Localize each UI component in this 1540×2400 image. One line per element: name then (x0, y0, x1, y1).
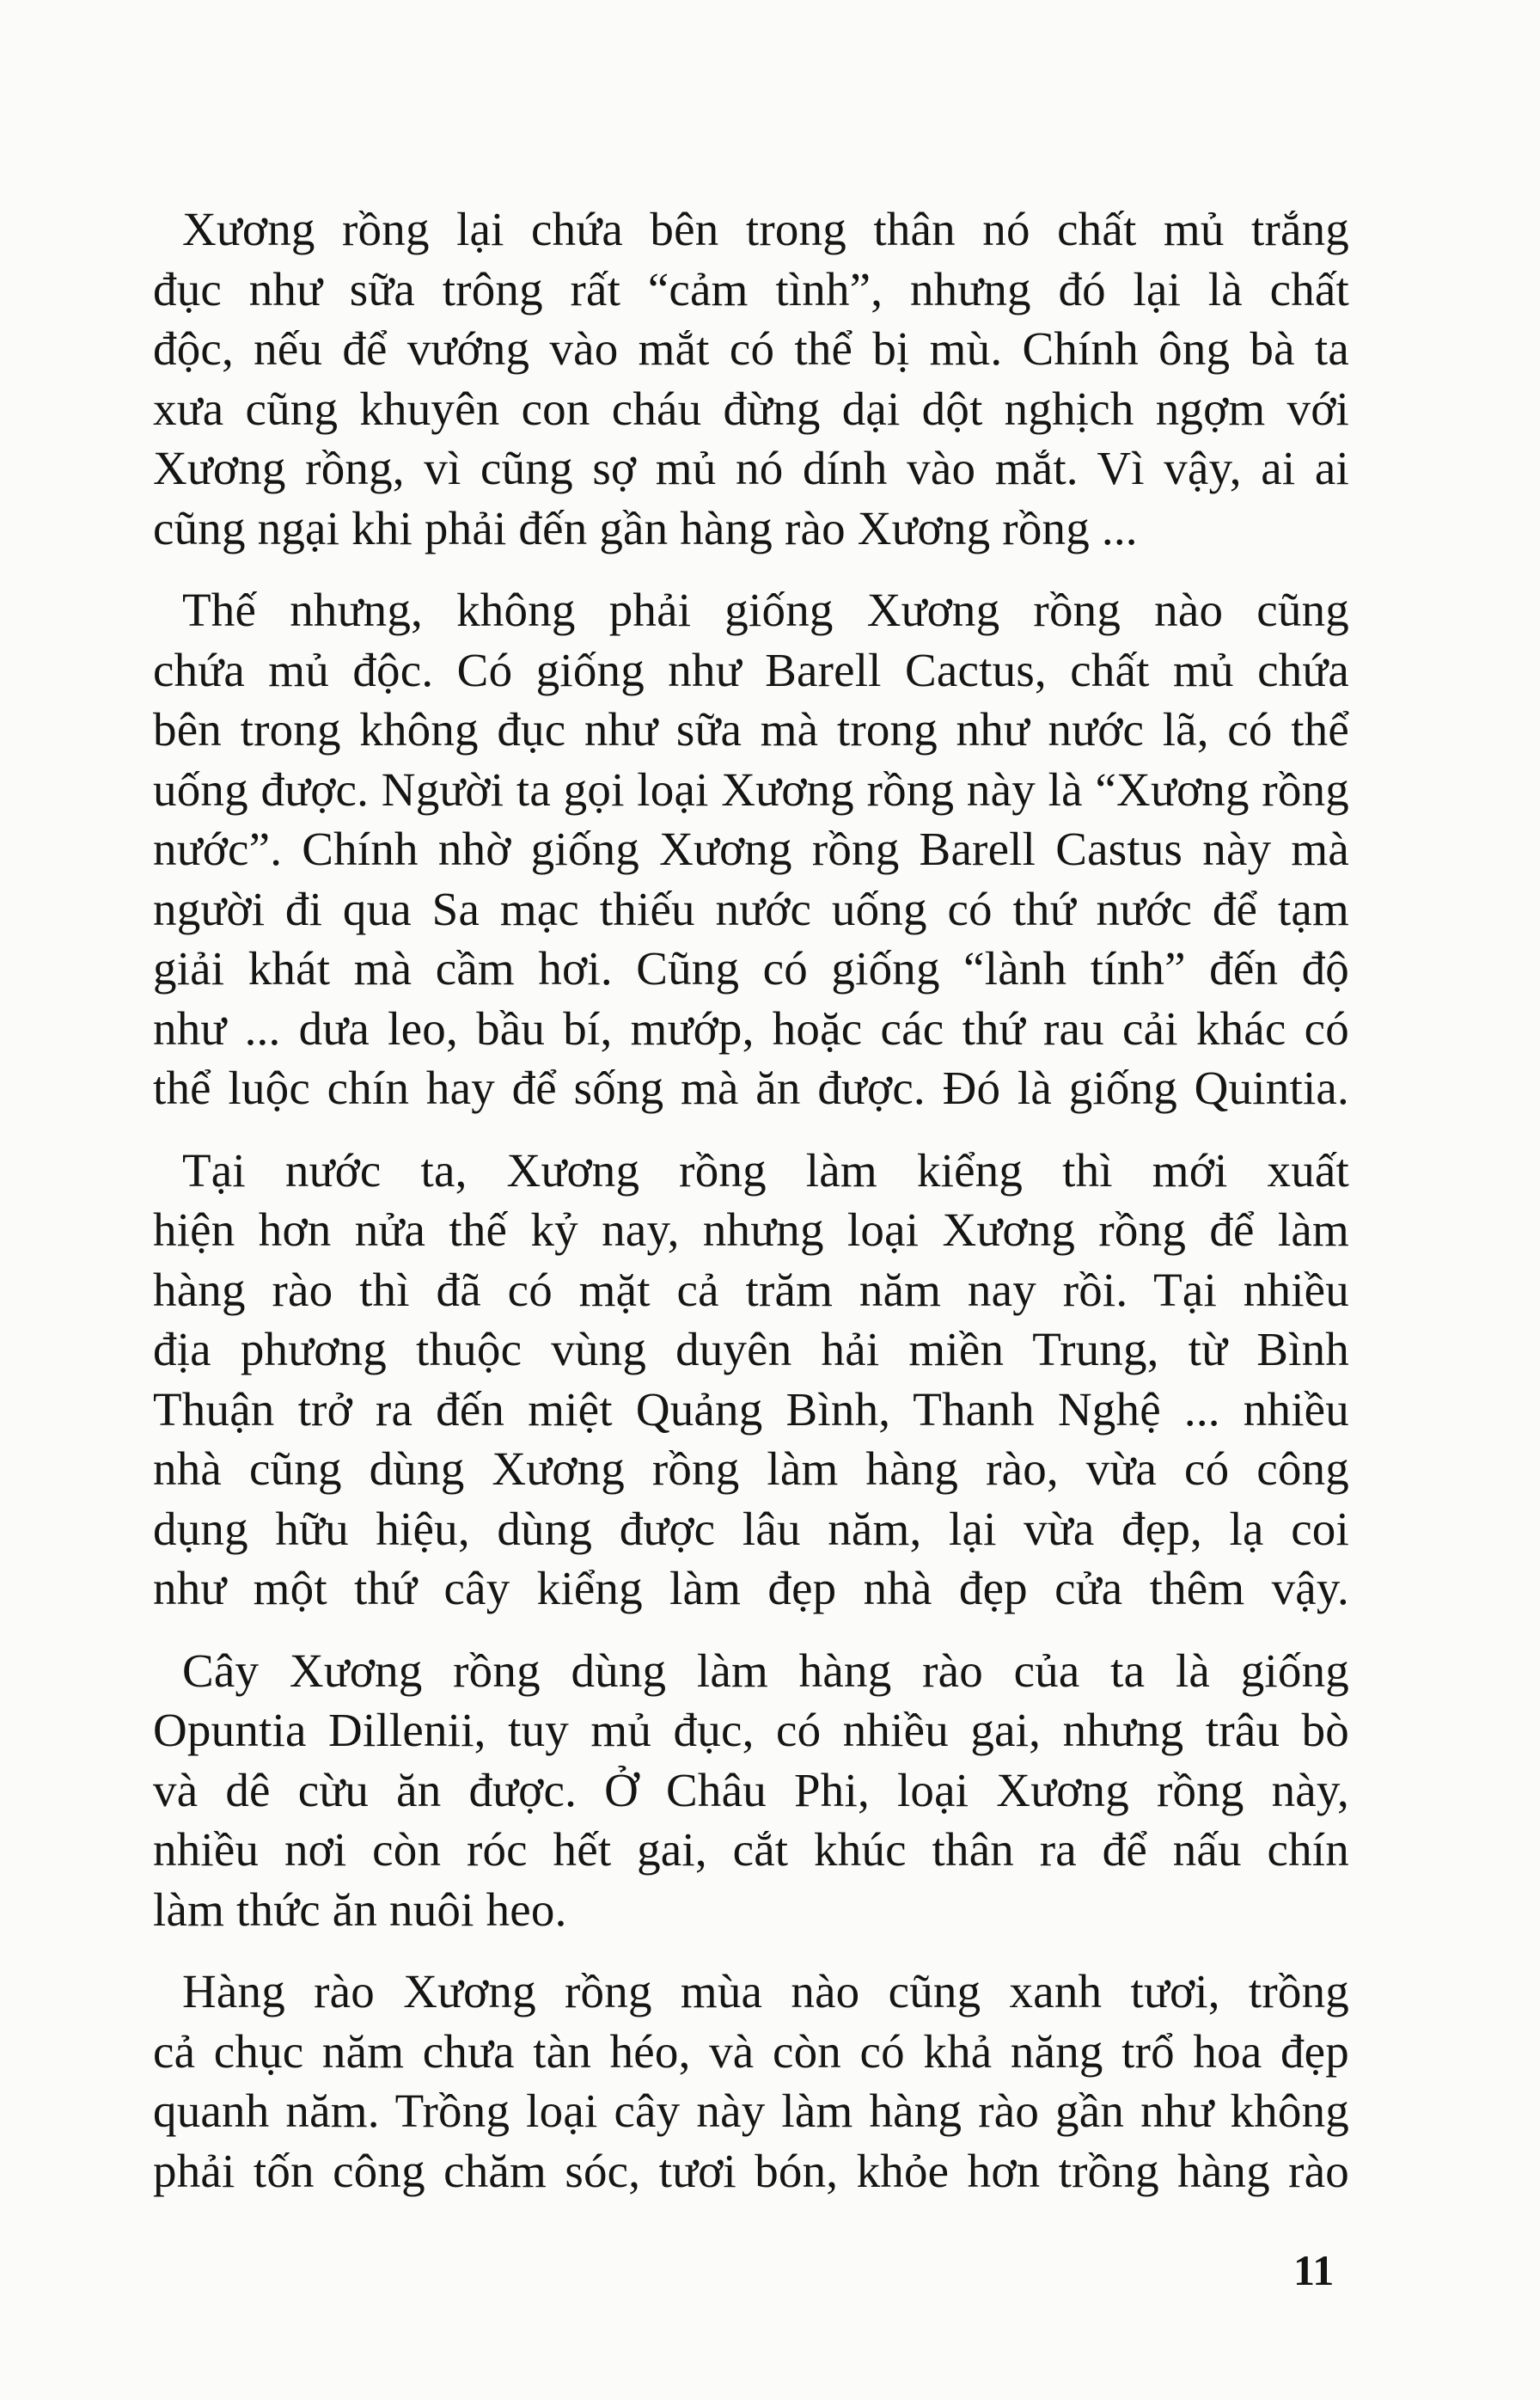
text-line: nhà cũng dùng Xương rồng làm hàng rào, vừa có công (153, 1442, 1349, 1495)
text-line: cả chục năm chưa tàn héo, và còn có khả năng trổ hoa đẹp (153, 2024, 1349, 2078)
text-line: Cây Xương rồng dùng làm hàng rào của ta là giống (182, 1644, 1349, 1697)
text-line: người đi qua Sa mạc thiếu nước uống có thứ nước để tạm (153, 882, 1349, 935)
text-line: Xương rồng lại chứa bên trong thân nó chất mủ trắng (182, 203, 1349, 255)
text-line: xưa cũng khuyên con cháu đừng dại dột nghịch ngợm với (153, 382, 1349, 435)
page-number: 11 (1293, 2246, 1335, 2294)
text-line: dụng hữu hiệu, dùng được lâu năm, lại vừa đẹp, lạ coi (153, 1502, 1349, 1555)
text-line: Thế nhưng, không phải giống Xương rồng nào cũng (182, 584, 1349, 636)
text-line: như ... dưa leo, bầu bí, mướp, hoặc các thứ rau cải khác có (153, 1001, 1349, 1055)
text-line: bên trong không đục như sữa mà trong như nước lã, có thể (153, 703, 1349, 756)
text-line: độc, nếu để vướng vào mắt có thể bị mù. Chính ông bà ta (153, 322, 1349, 375)
text-line: Xương rồng, vì cũng sợ mủ nó dính vào mắt. Vì vậy, ai ai (153, 442, 1349, 494)
text-line: nước”. Chính nhờ giống Xương rồng Barell Castus này mà (153, 823, 1349, 875)
text-line: giải khát mà cầm hơi. Cũng có giống “lành tính” đến độ (153, 942, 1349, 995)
text-line: phải tốn công chăm sóc, tươi bón, khỏe hơn trồng hàng rào (153, 2144, 1349, 2197)
text-line: hiện hơn nửa thế kỷ nay, nhưng loại Xương rồng để làm (153, 1203, 1349, 1256)
text-line: như một thứ cây kiểng làm đẹp nhà đẹp cửa thêm vậy. (153, 1562, 1349, 1614)
text-line: cũng ngại khi phải đến gần hàng rào Xương rồng ... (153, 501, 1138, 554)
text-line: hàng rào thì đã có mặt cả trăm năm nay rồi. Tại nhiều (153, 1263, 1349, 1316)
text-line: quanh năm. Trồng loại cây này làm hàng rào gần như không (153, 2085, 1349, 2137)
text-line: thể luộc chín hay để sống mà ăn được. Đó là giống Quintia. (153, 1062, 1349, 1114)
text-line: đục như sữa trông rất “cảm tình”, nhưng đó lại là chất (153, 262, 1349, 315)
text-line: làm thức ăn nuôi heo. (153, 1883, 567, 1936)
text-line: Opuntia Dillenii, tuy mủ đục, có nhiều gai, nhưng trâu bò (153, 1704, 1349, 1756)
text-line: Tại nước ta, Xương rồng làm kiểng thì mới xuất (182, 1143, 1349, 1197)
text-line: nhiều nơi còn róc hết gai, cắt khúc thân ra để nấu chín (153, 1823, 1349, 1876)
text-line: địa phương thuộc vùng duyên hải miền Trung, từ Bình (153, 1323, 1349, 1375)
text-line: và dê cừu ăn được. Ở Châu Phi, loại Xương rồng này, (153, 1763, 1349, 1816)
text-line: chứa mủ độc. Có giống như Barell Cactus, chất mủ chứa (153, 643, 1349, 696)
text-line: Hàng rào Xương rồng mùa nào cũng xanh tươi, trồng (182, 1965, 1349, 2017)
text-line: uống được. Người ta gọi loại Xương rồng này là “Xương rồng (153, 762, 1349, 816)
text-line: Thuận trở ra đến miệt Quảng Bình, Thanh Nghệ ... nhiều (153, 1382, 1349, 1436)
